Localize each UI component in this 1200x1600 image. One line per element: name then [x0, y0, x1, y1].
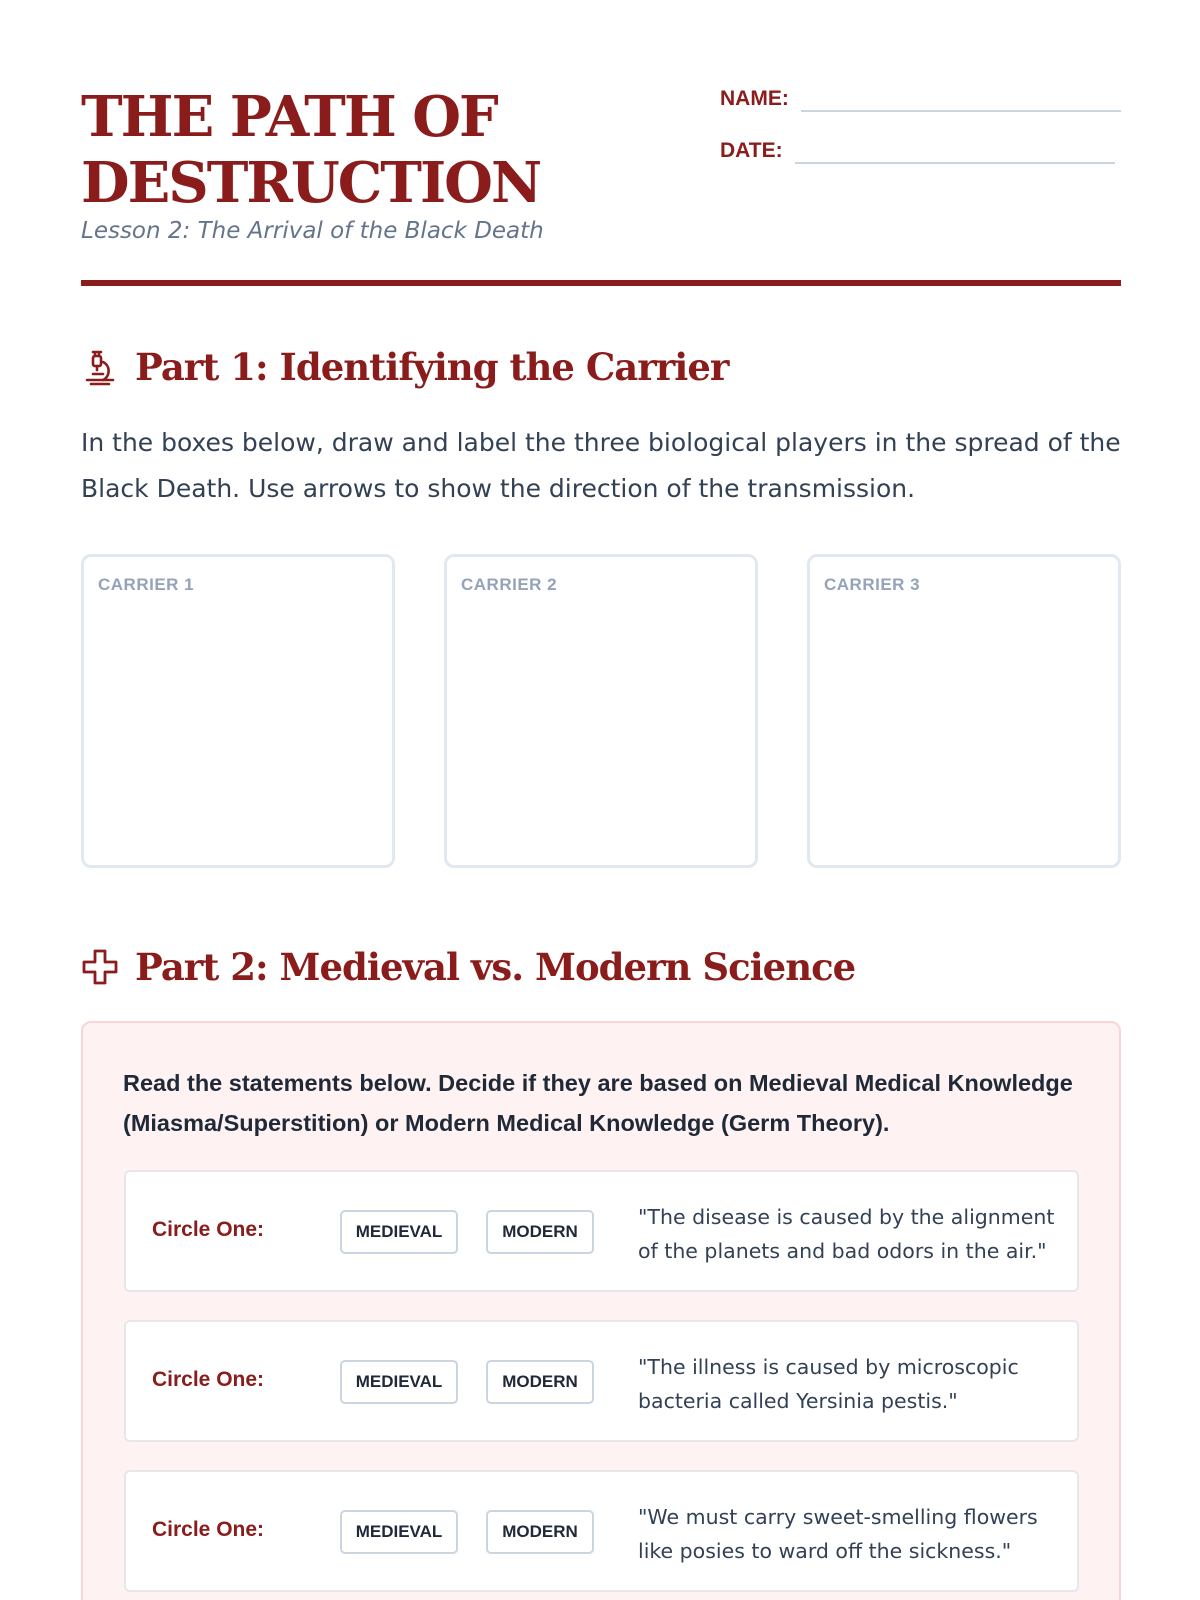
part1-instructions: In the boxes below, draw and label the three biological players in the spread of the Black Death. Use arrows to show the direction of the transmission.	[81, 428, 1121, 503]
statement-card	[124, 1170, 1079, 1292]
part1-heading-row	[81, 345, 728, 389]
name-input-line[interactable]	[801, 86, 1121, 112]
medieval-option[interactable]: MEDIEVAL	[340, 1510, 458, 1554]
carrier-label: CARRIER 2	[461, 575, 558, 594]
statement-card	[124, 1320, 1079, 1442]
worksheet-title	[81, 84, 641, 216]
medieval-option[interactable]: MEDIEVAL	[340, 1360, 458, 1404]
carrier-label: CARRIER 3	[824, 575, 921, 594]
medieval-option[interactable]: MEDIEVAL	[340, 1210, 458, 1254]
carrier-box-1[interactable]	[81, 554, 395, 868]
modern-option[interactable]: MODERN	[486, 1360, 594, 1404]
science-panel	[81, 1021, 1121, 1600]
lesson-subtitle: Lesson 2: The Arrival of the Black Death	[81, 218, 544, 244]
name-label: NAME:	[720, 87, 789, 110]
circle-one-label: Circle One:	[152, 1368, 265, 1391]
statement-text: "We must carry sweet-smelling flowers like posies to ward off the sickness."	[638, 1505, 1038, 1563]
carrier-boxes	[81, 554, 1121, 868]
statement-card	[124, 1470, 1079, 1592]
date-field	[720, 138, 1115, 164]
date-label: DATE:	[720, 139, 783, 162]
part2-instructions: Read the statements below. Decide if they are based on Medieval Medical Knowledge (Miasma/Superstition) or Modern Medical Knowledge (Germ Theory).	[123, 1070, 1073, 1136]
name-field	[720, 86, 1121, 112]
date-input-line[interactable]	[795, 138, 1115, 164]
carrier-box-2[interactable]	[444, 554, 758, 868]
carrier-label: CARRIER 1	[98, 575, 195, 594]
carrier-box-3[interactable]	[807, 554, 1121, 868]
modern-option[interactable]: MODERN	[486, 1210, 594, 1254]
title-line-1: THE PATH OF	[81, 84, 497, 150]
medical-cross-icon	[81, 948, 119, 986]
circle-one-label: Circle One:	[152, 1518, 265, 1541]
modern-option[interactable]: MODERN	[486, 1510, 594, 1554]
part2-heading: Part 2: Medieval vs. Modern Science	[135, 945, 856, 989]
title-line-2: DESTRUCTION	[81, 150, 541, 216]
microscope-icon	[81, 348, 119, 386]
part1-heading: Part 1: Identifying the Carrier	[135, 345, 729, 389]
worksheet-page	[81, 0, 1121, 1563]
header-divider	[81, 280, 1121, 286]
statement-text: "The illness is caused by microscopic bacteria called Yersinia pestis."	[638, 1355, 1019, 1413]
circle-one-label: Circle One:	[152, 1218, 265, 1241]
statement-text: "The disease is caused by the alignment of the planets and bad odors in the air."	[638, 1205, 1055, 1263]
worksheet-header	[81, 0, 1121, 290]
part2-heading-row	[81, 945, 855, 989]
